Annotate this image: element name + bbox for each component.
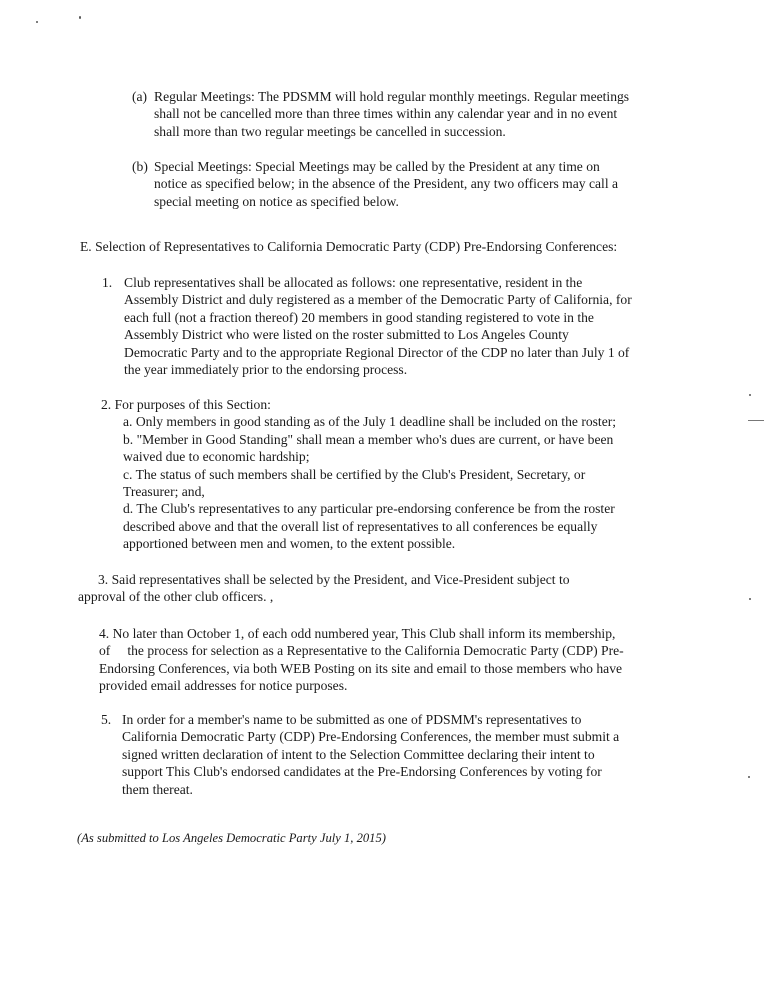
sub-item-line: described above and that the overall list of representatives to all conferences be equally (123, 518, 598, 534)
sub-item-line: Treasurer; and, (123, 484, 205, 500)
list-label: 1. (102, 275, 113, 290)
scan-speck (79, 16, 81, 19)
sub-item-line: c. The status of such members shall be certified by the Club's President, Secretary, or (123, 466, 586, 482)
paragraph-line: special meeting on notice as specified below. (154, 193, 399, 209)
paragraph-line: provided email addresses for notice purposes. (99, 678, 348, 694)
scan-speck (36, 21, 38, 23)
scan-speck (749, 598, 751, 600)
paragraph-line: support This Club's endorsed candidates at the Pre-Endorsing Conferences by voting for (122, 764, 602, 780)
submission-note: (As submitted to Los Angeles Democratic Party July 1, 2015) (77, 831, 386, 845)
sub-item-line: d. The Club's representatives to any particular pre-endorsing conference be from the roster (123, 501, 615, 517)
list-item (78, 571, 678, 606)
paragraph-line: In order for a member's name to be submitted as one of PDSMM's representatives to (122, 712, 582, 727)
paragraph-line: shall more than two regular meetings be cancelled in succession. (154, 123, 506, 139)
paragraph-line: Democratic Party and to the appropriate Regional Director of the CDP no later than July 1 of (124, 344, 630, 360)
list-item (99, 625, 679, 695)
paragraph-line: signed written declaration of intent to the Selection Committee declaring their intent to (122, 746, 595, 762)
paragraph-line: 4. No later than October 1, of each odd numbered year, This Club shall inform its membership, (99, 626, 616, 641)
scan-speck (749, 394, 751, 396)
list-label: 5. (101, 712, 112, 727)
list-item (101, 711, 681, 798)
paragraph-line: notice as specified below; in the absence of the President, any two officers may call a (154, 176, 619, 192)
paragraph-line: Regular Meetings: The PDSMM will hold regular monthly meetings. Regular meetings (154, 89, 630, 104)
regular-meetings-paragraph (132, 88, 672, 140)
paragraph-line: Special Meetings: Special Meetings may be called by the President at any time on (154, 159, 600, 174)
paragraph-line: Assembly District who were listed on the roster submitted to Los Angeles County (124, 327, 569, 343)
paragraph-line: each full (not a fraction thereof) 20 members in good standing registered to vote in the (124, 309, 594, 325)
list-item (102, 274, 682, 378)
paragraph-line: California Democratic Party (CDP) Pre-Endorsing Conferences, the member must submit a (122, 729, 620, 745)
special-meetings-paragraph (132, 158, 672, 210)
paragraph-line: of the process for selection as a Representative to the California Democratic Party (CDP) Pre- (99, 643, 624, 659)
sub-item-line: waived due to economic hardship; (123, 449, 310, 465)
paragraph-line: approval of the other club officers. , (78, 589, 274, 605)
section-heading: E. Selection of Representatives to California Democratic Party (CDP) Pre-Endorsing Conferences: (80, 239, 618, 254)
scan-speck (748, 776, 750, 778)
paragraph-line: Club representatives shall be allocated as follows: one representative, resident in the (124, 275, 583, 290)
list-label: (a) (132, 89, 148, 104)
sub-list (101, 413, 681, 552)
paragraph-line: them thereat. (122, 781, 193, 797)
sub-item-line: apportioned between men and women, to the extent possible. (123, 536, 456, 552)
scan-mark (748, 420, 764, 421)
sub-item-line: a. Only members in good standing as of the July 1 deadline shall be included on the roster; (123, 414, 617, 430)
paragraph-line: shall not be cancelled more than three times within any calendar year and in no event (154, 106, 618, 122)
paragraph-line: the year immediately prior to the endorsing process. (124, 362, 408, 378)
paragraph-line: Endorsing Conferences, via both WEB Posting on its site and email to those members who have (99, 660, 623, 676)
sub-item-line: b. "Member in Good Standing" shall mean a member who's dues are current, or have been (123, 431, 614, 447)
paragraph-line: Assembly District and duly registered as a member of the Democratic Party of California, for (124, 292, 632, 308)
paragraph-line: 3. Said representatives shall be selected by the President, and Vice-President subject to (98, 572, 570, 587)
list-label: (b) (132, 159, 148, 174)
list-item (101, 396, 681, 553)
list-heading: 2. For purposes of this Section: (101, 397, 271, 412)
